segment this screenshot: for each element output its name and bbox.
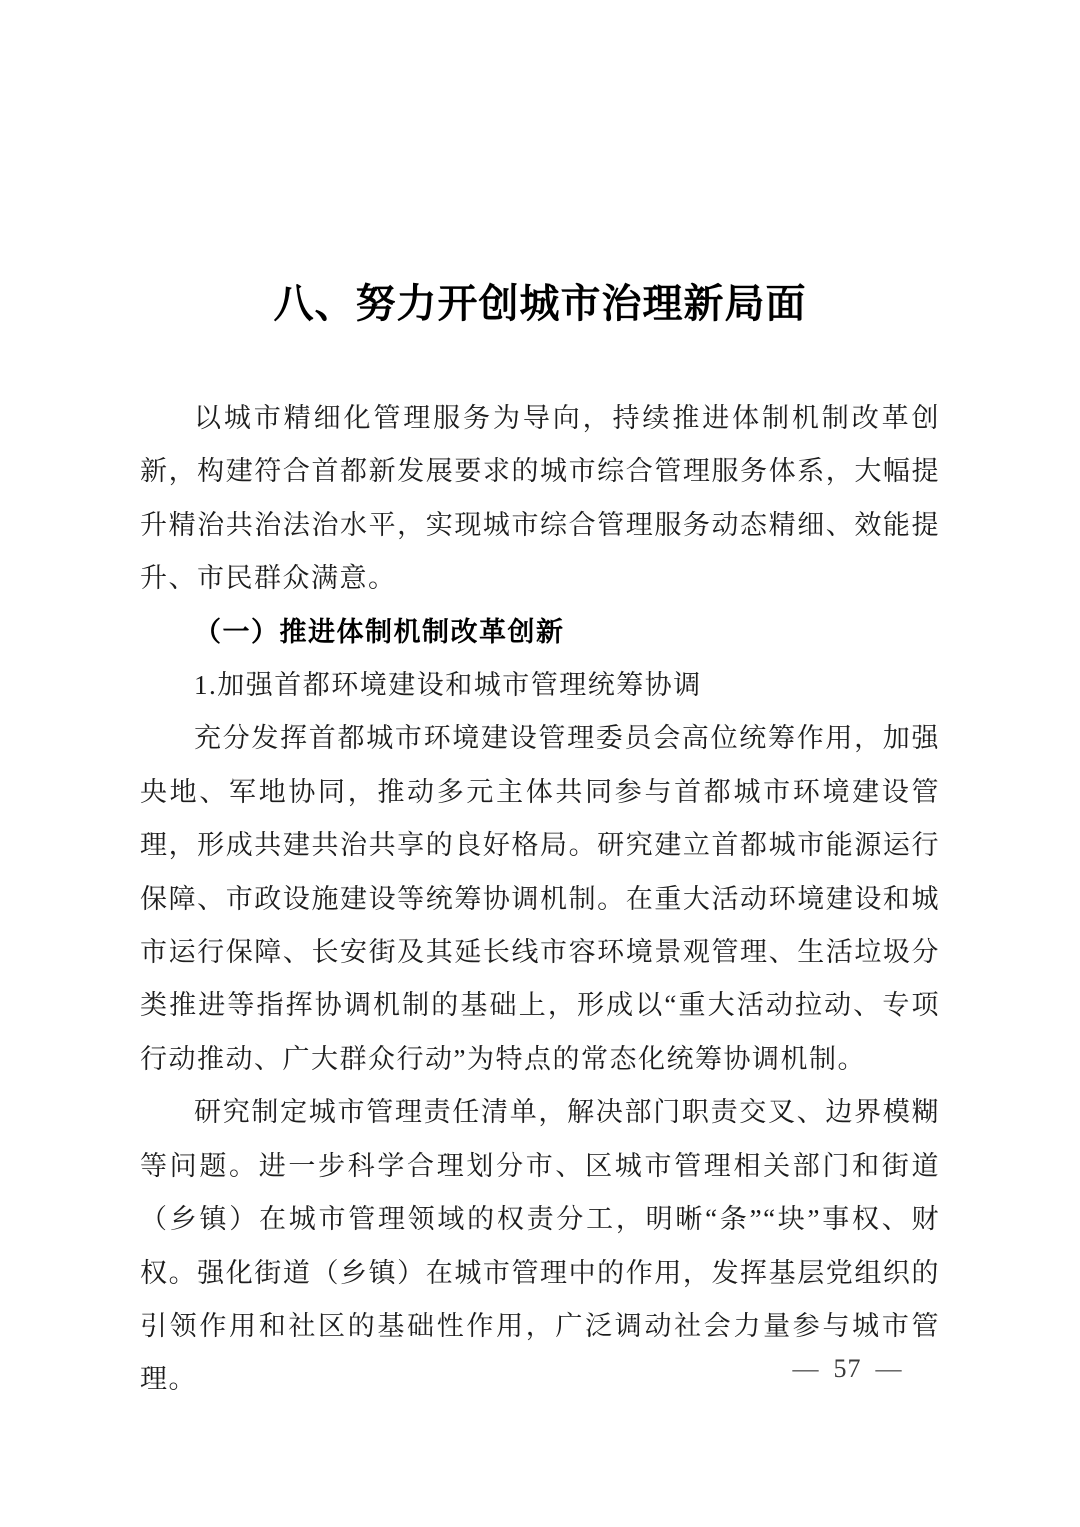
page-title: 八、努力开创城市治理新局面 <box>273 281 807 326</box>
paragraph: 研究制定城市管理责任清单，解决部门职责交叉、边界模糊等问题。进一步科学合理划分市、区城市管理相关部门和街道（乡镇）在城市管理领域的权责分工，明晰“条”“块”事权、财权。强化街道（乡镇）在城市管理中的作用，发挥基层党组织的引领作用和社区的基础性作用，广泛调动社会力量参与城市管理。 <box>140 1097 940 1395</box>
paragraph: 以城市精细化管理服务为导向，持续推进体制机制改革创新，构建符合首都新发展要求的城市综合管理服务体系，大幅提升精治共治法治水平，实现城市综合管理服务动态精细、效能提升、市民群众满意。 <box>140 403 940 594</box>
paragraph: 充分发挥首都城市环境建设管理委员会高位统筹作用，加强央地、军地协同，推动多元主体共同参与首都城市环境建设管理，形成共建共治共享的良好格局。研究建立首都城市能源运行保障、市政设施建设等统筹协调机制。在重大活动环境建设和城市运行保障、长安街及其延长线市容环境景观管理、生活垃圾分类推进等指挥协调机制的基础上，形成以“重大活动拉动、专项行动推动、广大群众行动”为特点的常态化统筹协调机制。 <box>140 723 940 1074</box>
page-number: 57 <box>833 1354 862 1383</box>
document-body <box>140 392 940 1407</box>
section-heading: （一）推进体制机制改革创新 <box>194 616 565 647</box>
footer-dash-right: — <box>875 1354 903 1383</box>
page-footer <box>745 1352 950 1386</box>
subsection-heading: 1.加强首都环境建设和城市管理统筹协调 <box>194 670 702 701</box>
footer-dash-left: — <box>792 1354 820 1383</box>
